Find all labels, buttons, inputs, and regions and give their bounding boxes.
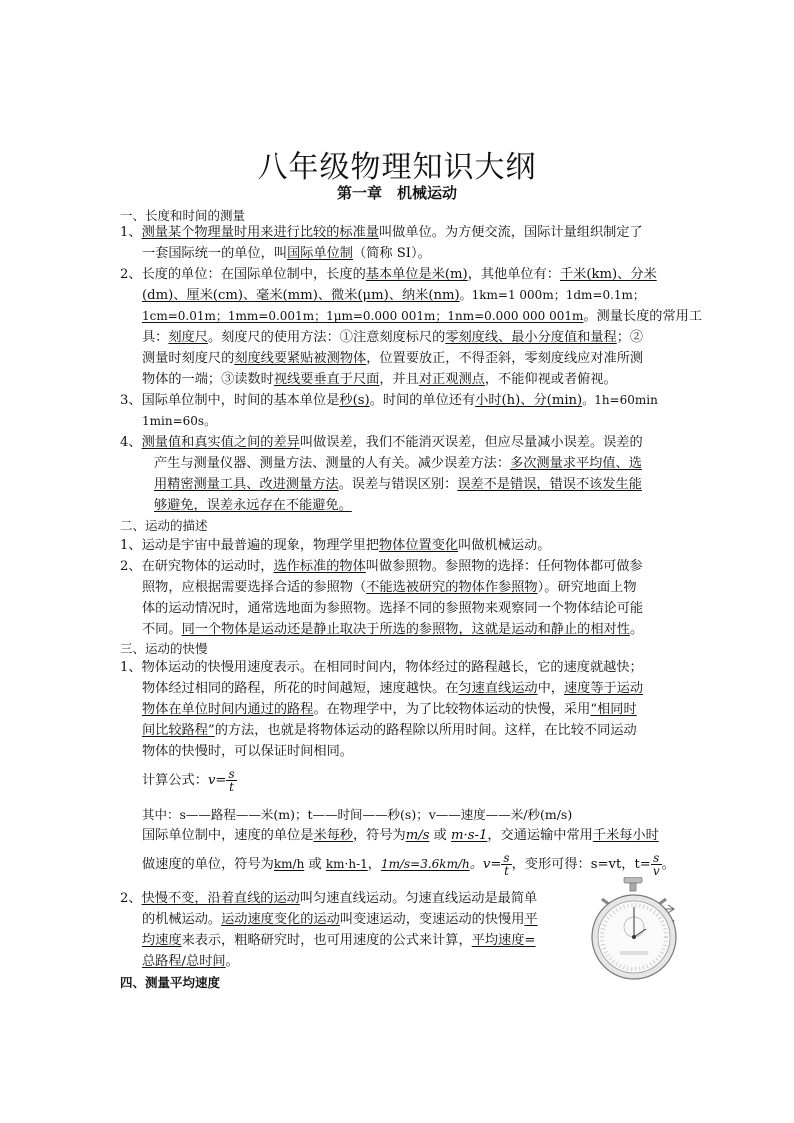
speed-units-line: 国际单位制中，速度的单位是米每秒，符号为m/s 或 m·s-1，交通运输中常用千米每小时 [142, 828, 659, 843]
paragraph-1-1: 1、测量某个物理量时用来进行比较的标准量叫做单位。为方便交流，国际计量组织制定了 一套国际统一的单位，叫国际单位制（简称 SI）。 [120, 225, 643, 261]
speed-conversion-line: 做速度的单位，符号为km/h 或 km·h-1，1m/s=3.6km/h。v= $\frac{s}{t}$ ，变形可得：s=vt，t= $\frac{s}{v}$ 。 [142, 851, 675, 878]
section-heading-2: 二、运动的描述 [120, 518, 208, 533]
paragraph-3-2: 2、快慢不变，沿着直线的运动叫匀速直线运动。匀速直线运动是最简单 的机械运动。运动速度变化的运动叫变速运动，变速运动的快慢用平 均速度来表示，粗略研究时，也可用速度的公式来计算，平均速度= 总路程/总时间。 [120, 891, 538, 969]
paragraph-1-3: 3、国际单位制中，时间的基本单位是秒(s)。时间的单位还有小时(h)、分(min)。1h=60min 1min=60s。 [120, 393, 658, 428]
paragraph-1-2: 2、长度的单位：在国际单位制中，长度的基本单位是米(m)，其他单位有：千米(km)、分米 (dm)、厘米(cm)、毫米(mm)、微米(μm)、纳米(nm)。1km=1 000m；1dm=0.1m； 1cm=0.01m；1mm=0.001m；1μm=0.000 001m；1nm=0.000 000 001m。测量长度的常用工 具：刻度尺。刻度尺的使用方法：①注意刻度标尺的零刻度线、最小分度值和量程；② 测量时刻度尺的刻度线要紧贴被测物体，位置要放正，不得歪斜，零刻度线应对准所测 物体的一端；③读数时视线要垂直于尺面，并且对正观测点，不能仰视或者俯视。 [120, 267, 703, 387]
paragraph-1-4: 4、测量值和真实值之间的差异叫做误差，我们不能消灭误差，但应尽量减小误差。误差的 产生与测量仪器、测量方法、测量的人有关。减少误差方法：多次测量求平均值、选 用精密测量工具、改进测量方法。误差与错误区别：误差不是错误，错误不该发生能 够避免，误差永远存在不能避免。 [120, 435, 643, 513]
formula-legend: 其中：s——路程——米(m)；t——时间——秒(s)；v——速度——米/秒(m/s) [142, 807, 573, 822]
page-title: 八年级物理知识大纲 [257, 150, 537, 185]
paragraph-3-1: 1、物体运动的快慢用速度表示。在相同时间内，物体经过的路程越长，它的速度就越快； 物体经过相同的路程，所花的时间越短，速度越快。在匀速直线运动中，速度等于运动 物体在单位时间内通过的路程。在物理学中，为了比较物体运动的快慢，采用“相同时 间比较路程”的方法，也就是将物体运动的路程除以所用时间。这样，在比较不同运动 物体的快慢时，可以保证时间相同。 [120, 660, 644, 759]
formula-line: 计算公式：v= $\frac{s}{t}$ [142, 767, 235, 794]
chapter-heading: 第一章 机械运动 [336, 184, 457, 202]
section-heading-4: 四、测量平均速度 [120, 975, 221, 990]
section-heading-3: 三、运动的快慢 [120, 641, 208, 656]
fraction-s-over-t: $\frac{s}{t}$ [228, 767, 235, 794]
fraction-s-over-v: $\frac{s}{v}$ [652, 851, 660, 878]
fraction-s-over-t-2: $\frac{s}{t}$ [503, 851, 510, 878]
stopwatch-icon [588, 877, 680, 985]
paragraph-2-2: 2、在研究物体的运动时，选作标准的物体叫做参照物。参照物的选择：任何物体都可做参 照物，应根据需要选择合适的参照物（不能选被研究的物体作参照物）。研究地面上物 体的运动情况时，通常选地面为参照物。选择不同的参照物来观察同一个物体结论可能 不同。同一个物体是运动还是静止取决于所选的参照物，这就是运动和静止的相对性。 [120, 559, 644, 637]
paragraph-2-1: 1、运动是宇宙中最普遍的现象，物理学里把物体位置变化叫做机械运动。 [120, 538, 551, 553]
section-heading-1: 一、长度和时间的测量 [120, 208, 246, 223]
